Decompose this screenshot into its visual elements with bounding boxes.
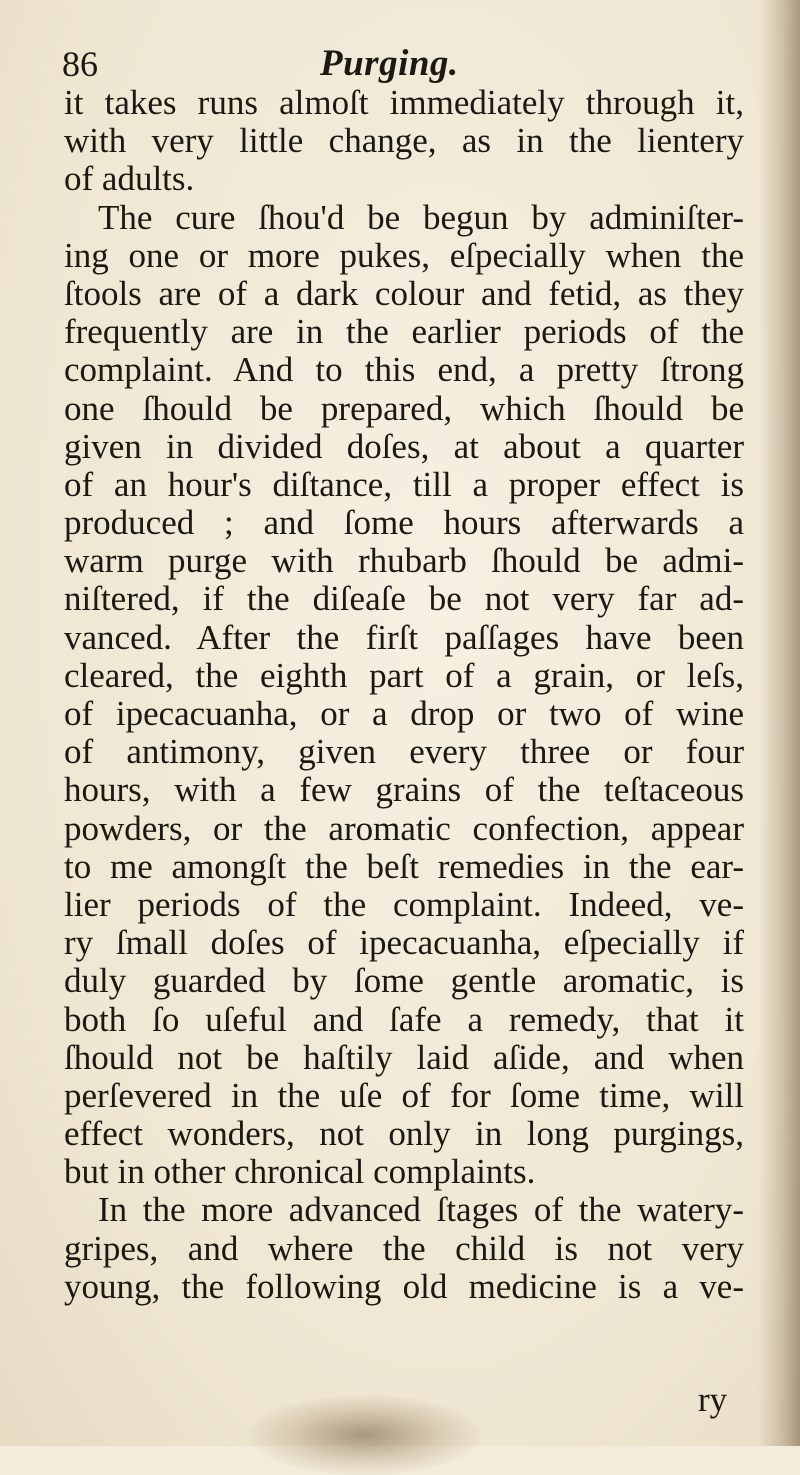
text-line: of an hour's diſtance, till a proper effect is <box>64 465 744 504</box>
text-line: cleared, the eighth part of a grain, or leſs, <box>64 656 744 695</box>
text-line: given in divided doſes, at about a quarter <box>64 427 744 466</box>
running-head: Purging. <box>320 43 459 84</box>
text-line: The cure ſhou'd be begun by adminiſter- <box>98 198 744 237</box>
text-line: of adults. <box>64 160 195 199</box>
text-line: vanced. After the firſt paſſages have been <box>64 618 744 657</box>
text-line: gripes, and where the child is not very <box>64 1229 744 1268</box>
text-line: with very little change, as in the lientery <box>64 122 744 161</box>
text-line: warm purge with rhubarb ſhould be admi- <box>64 542 744 581</box>
text-line: both ſo uſeful and ſafe a remedy, that it <box>64 1000 744 1039</box>
text-line: it takes runs almoſt immediately through it, <box>64 84 744 122</box>
body-text <box>64 84 744 1306</box>
text-line: ſhould not be haſtily laid aſide, and when <box>64 1038 744 1077</box>
page-edge-shadow <box>758 0 800 1446</box>
text-line: ſtools are of a dark colour and fetid, as they <box>64 274 744 313</box>
text-line: produced ; and ſome hours afterwards a <box>64 504 744 543</box>
paper-stain <box>250 1395 480 1475</box>
text-line: young, the following old medicine is a ve- <box>64 1267 744 1306</box>
text-line: duly guarded by ſome gentle aromatic, is <box>64 962 744 1001</box>
text-line: but in other chronical complaints. <box>64 1153 536 1192</box>
text-line: In the more advanced ſtages of the watery- <box>98 1191 744 1230</box>
text-line: frequently are in the earlier periods of the <box>64 313 744 352</box>
text-line: lier periods of the complaint. Indeed, ve- <box>64 885 744 924</box>
text-line: powders, or the aromatic confection, appear <box>64 809 744 848</box>
text-line: to me amongſt the beſt remedies in the ear- <box>64 847 744 886</box>
text-line: complaint. And to this end, a pretty ſtrong <box>64 351 744 390</box>
text-line: perſevered in the uſe of for ſome time, will <box>64 1076 744 1115</box>
page-number: 86 <box>62 44 98 84</box>
text-line: ing one or more pukes, eſpecially when the <box>64 236 744 275</box>
catchword: ry <box>698 1380 728 1419</box>
text-line: hours, with a few grains of the teſtaceous <box>64 771 744 810</box>
text-line: of antimony, given every three or four <box>64 733 744 772</box>
text-line: one ſhould be prepared, which ſhould be <box>64 389 744 428</box>
text-line: ry ſmall doſes of ipecacuanha, eſpecially if <box>64 924 744 963</box>
text-line: effect wonders, not only in long purgings, <box>64 1115 744 1154</box>
text-line: of ipecacuanha, or a drop or two of wine <box>64 695 744 733</box>
text-line: niſtered, if the diſeaſe be not very far ad- <box>64 580 744 619</box>
page-header <box>62 42 742 88</box>
